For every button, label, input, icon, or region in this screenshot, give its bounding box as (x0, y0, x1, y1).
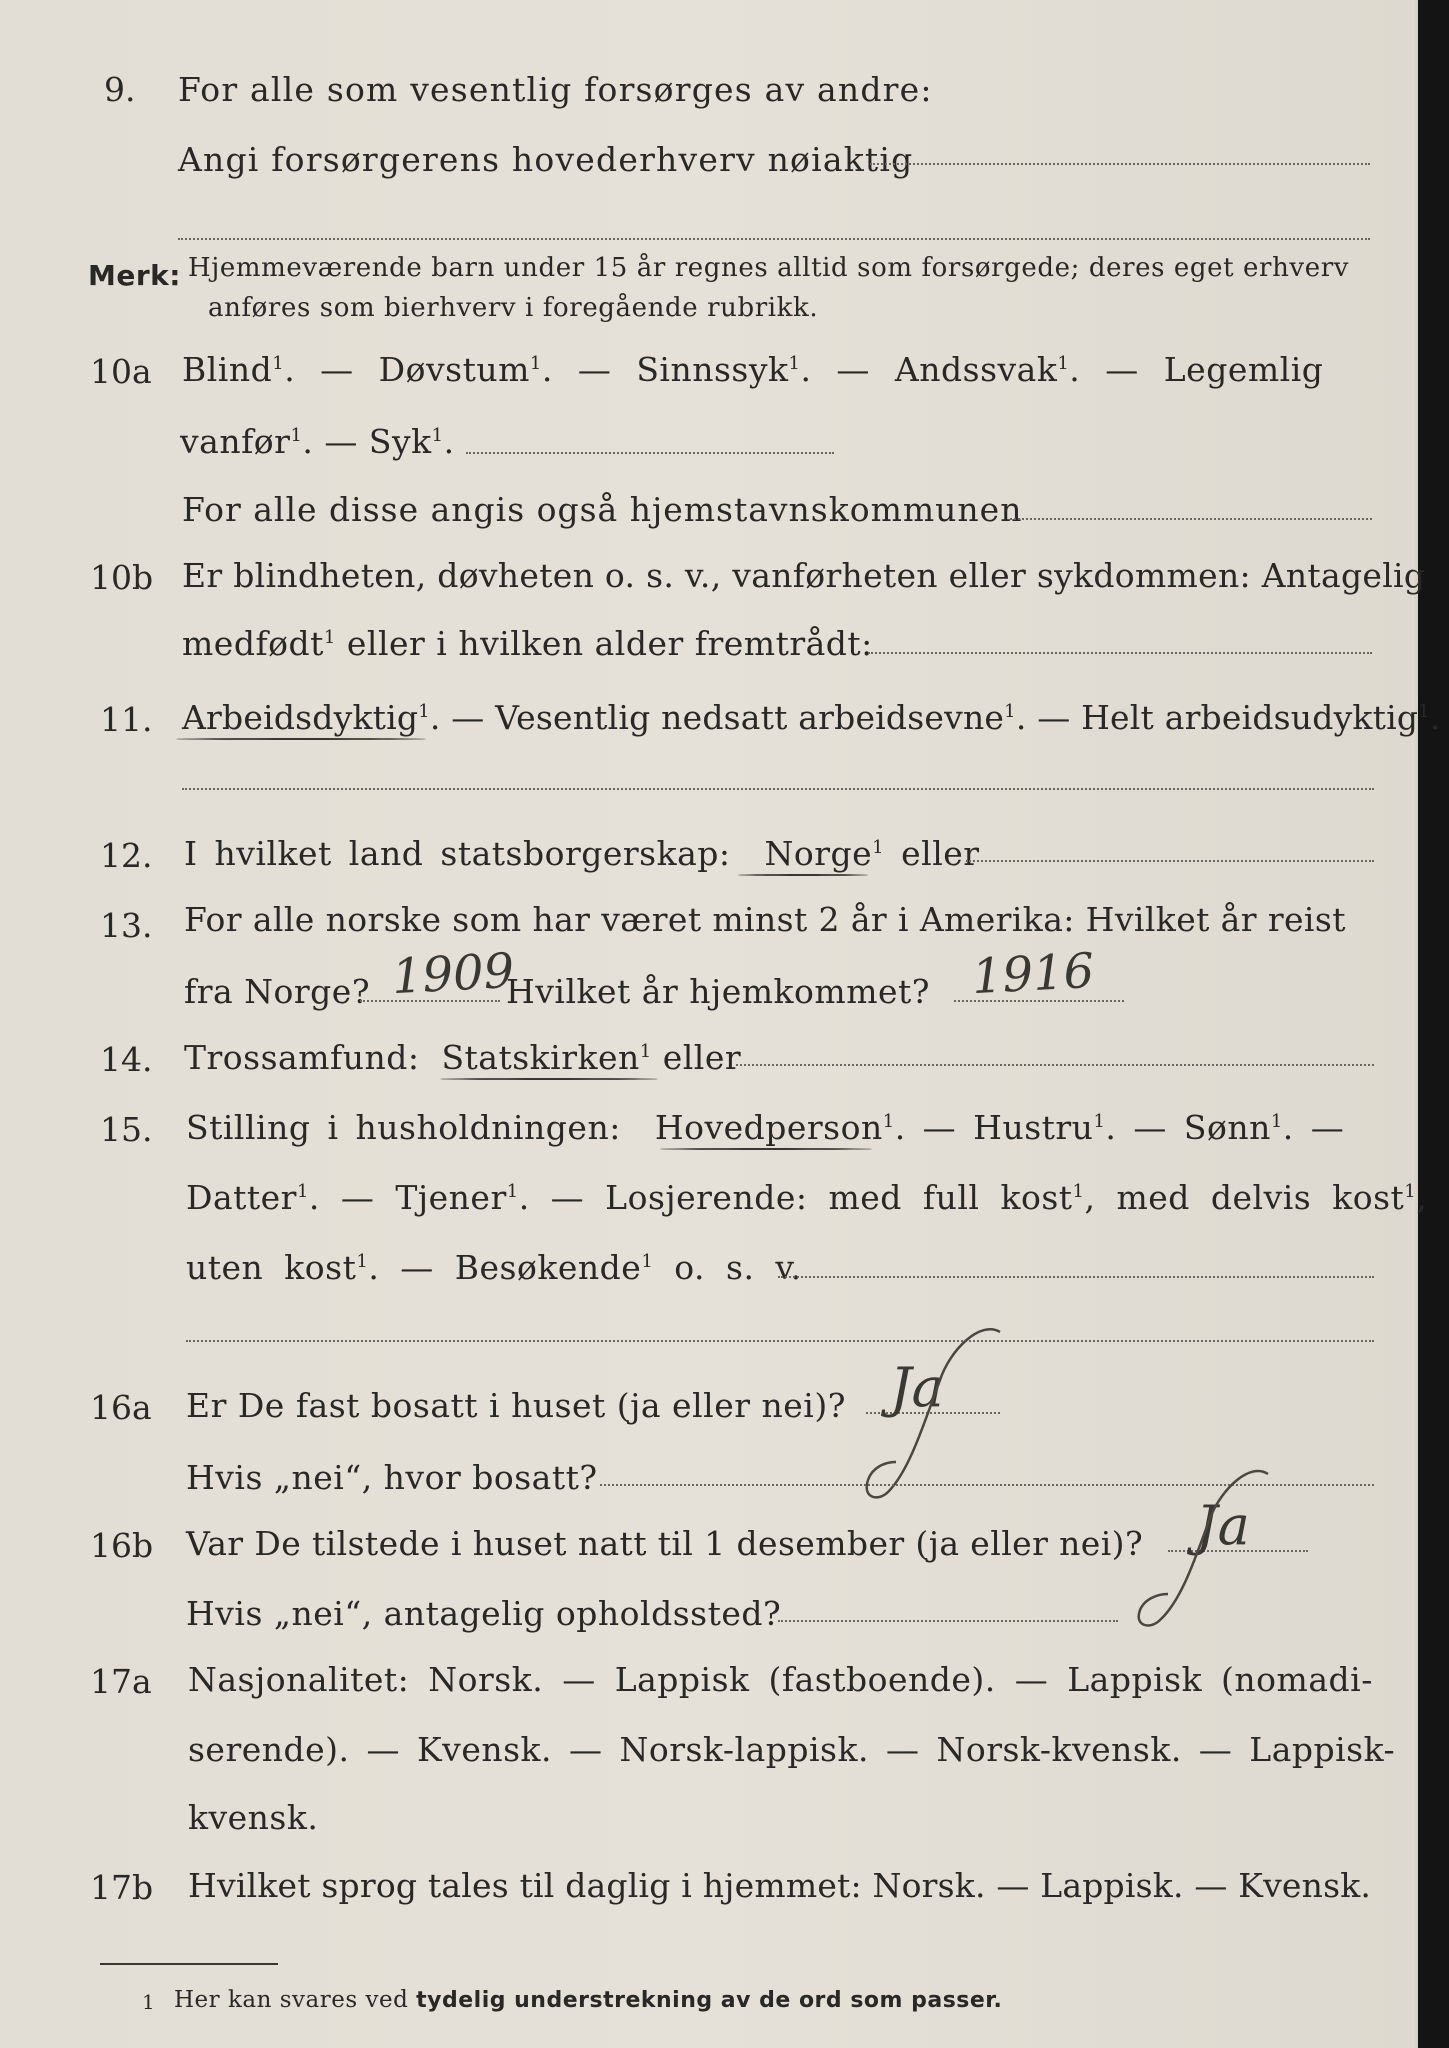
q16b-whereabouts-line[interactable] (778, 1620, 1118, 1622)
opt-syk: . — Syk (302, 422, 432, 461)
footnote-marker: 1 (788, 353, 801, 374)
q10a-number: 10a (90, 352, 152, 391)
footnote-marker: 1 (529, 353, 542, 374)
q11-answer-line[interactable] (182, 788, 1374, 790)
opt-udyktig: . — Helt arbeidsudyktig (1015, 698, 1419, 737)
q16b-number: 16b (90, 1526, 154, 1565)
q17a-line1: Nasjonalitet: Norsk. — Lappisk (fastboende). — Lappisk (nomadi- (188, 1660, 1373, 1699)
opt-hovedperson[interactable]: Hovedperson (654, 1108, 883, 1147)
footnote-text-bold: tydelig understrekning av de ord som passer. (416, 1988, 1003, 2013)
footnote-marker: 1 (290, 425, 303, 446)
q13-line2b: Hvilket år hjemkommet? (506, 972, 930, 1011)
q16a-line1: Er De fast bosatt i huset (ja eller nei)? (186, 1386, 846, 1425)
q15-line3 (186, 1248, 802, 1288)
q17a-number: 17a (90, 1662, 152, 1701)
q9-answer-line[interactable] (870, 163, 1370, 165)
q15-line1-dash: . — (1282, 1108, 1345, 1147)
q17b-line1: Hvilket sprog tales til daglig i hjemmet: Norsk. — Lappisk. — Kvensk. (188, 1866, 1372, 1905)
footnote-marker: 1 (356, 1251, 369, 1272)
q11-number: 11. (100, 700, 153, 739)
footnote-marker: 1 (418, 701, 430, 722)
opt-statskirken[interactable]: Statskirken (441, 1038, 640, 1077)
footnote-marker: 1 (1093, 1111, 1106, 1132)
q10b-line2-text: eller i hvilken alder fremtrådt: (335, 624, 873, 663)
handwritten-j-flourish-16a (840, 1320, 1010, 1510)
q10a-hometown-line[interactable] (1010, 518, 1372, 520)
q11-line (182, 698, 1441, 738)
q12-number: 12. (100, 836, 153, 875)
handwritten-departure-year: 1909 (390, 942, 516, 1006)
q10a-answer-line[interactable] (466, 452, 834, 454)
opt-datter: Datter (186, 1178, 297, 1217)
footnote-marker: 1 (272, 353, 285, 374)
q9-line1: For alle som vesentlig forsørges av andre: (178, 70, 933, 109)
opt-legemlig: . — Legemlig (1069, 350, 1324, 389)
q10a-line2-period: . (443, 422, 455, 461)
opt-vanfor: vanfør (180, 422, 291, 461)
handwritten-answer-16b: Ja (1196, 1494, 1250, 1557)
underline-arbeidsdyktig (176, 738, 426, 740)
q14-line (184, 1038, 741, 1078)
q14-answer-line[interactable] (736, 1064, 1374, 1066)
footnote-marker: 1 (1404, 1181, 1417, 1202)
q17b-number: 17b (90, 1868, 154, 1907)
q15-line1 (186, 1108, 1344, 1148)
footnote-marker: 1 (1004, 701, 1016, 722)
q10a-line2 (180, 422, 455, 462)
q12-line (184, 834, 980, 874)
footnote-marker: 1 (1418, 701, 1430, 722)
opt-besokende: . — Besøkende (368, 1248, 642, 1287)
q9-number: 9. (104, 70, 136, 109)
q15-number: 15. (100, 1110, 153, 1149)
q16b-line2: Hvis „nei“, antagelig opholdssted? (186, 1594, 782, 1633)
footnote-marker: 1 (1057, 353, 1070, 374)
underline-hovedperson (660, 1148, 872, 1150)
opt-medfodt: medfødt (182, 624, 324, 663)
q9-answer-line-2[interactable] (178, 238, 1370, 240)
q15-line2 (186, 1178, 1427, 1218)
q10b-line2 (182, 624, 873, 664)
q15-answer-line[interactable] (778, 1276, 1374, 1278)
q15-osv: o. s. v. (653, 1248, 802, 1287)
q14-text: Trossamfund: (184, 1038, 420, 1077)
q14-eller: eller (651, 1038, 742, 1077)
opt-tjener: . — Tjener (308, 1178, 507, 1217)
q11-period: . (1429, 698, 1441, 737)
footnote-marker: 1 (872, 837, 885, 858)
opt-blind: Blind (182, 350, 273, 389)
footnote-marker: 1 (1270, 1111, 1283, 1132)
q16b-line1: Var De tilstede i huset natt til 1 desember (ja eller nei)? (186, 1524, 1144, 1563)
footnote-text-plain: Her kan svares ved (174, 1987, 417, 2013)
footnote-marker: 1 (296, 1181, 309, 1202)
opt-sinnssyk: . — Sinnssyk (541, 350, 789, 389)
opt-dovstum: . — Døvstum (284, 350, 530, 389)
handwritten-answer-16a: Ja (890, 1356, 944, 1419)
footnote-marker: 1 (1072, 1181, 1085, 1202)
q12-answer-line[interactable] (966, 860, 1374, 862)
q16a-number: 16a (90, 1388, 152, 1427)
q10b-number: 10b (90, 558, 154, 597)
q10a-line3: For alle disse angis også hjemstavnskommunen (182, 490, 1023, 529)
opt-uten-kost: uten kost (186, 1248, 357, 1287)
footnote-marker: 1 (431, 425, 444, 446)
footnote-marker: 1 (506, 1181, 519, 1202)
footnote-marker: 1 (882, 1111, 895, 1132)
q14-number: 14. (100, 1040, 153, 1079)
opt-sonn: . — Sønn (1105, 1108, 1271, 1147)
footnote-marker: 1 (323, 627, 336, 648)
q10b-answer-line[interactable] (868, 652, 1372, 654)
footnote-rule (100, 1963, 278, 1965)
opt-norge[interactable]: Norge (764, 834, 873, 873)
q13-line1: For alle norske som har været minst 2 år i Amerika: Hvilket år reist (184, 900, 1346, 939)
underline-norge (738, 874, 868, 876)
handwritten-return-year: 1916 (970, 942, 1096, 1006)
q9-line2: Angi forsørgerens hovederhverv nøiaktig (178, 140, 914, 179)
footnote-marker: 1 (641, 1251, 654, 1272)
merk-label: Merk: (88, 259, 181, 292)
opt-full-kost: . — Losjerende: med full kost (518, 1178, 1073, 1217)
opt-andssvak: . — Andssvak (800, 350, 1058, 389)
q13-number: 13. (100, 906, 153, 945)
scan-border (1418, 0, 1449, 2048)
q15-answer-line-2[interactable] (186, 1340, 1374, 1342)
q10a-line1 (182, 350, 1323, 390)
opt-hustru: . — Hustru (894, 1108, 1094, 1147)
q12-eller: eller (884, 834, 980, 873)
q17a-line3: kvensk. (188, 1798, 319, 1837)
opt-delvis-kost: , med delvis kost (1084, 1178, 1405, 1217)
opt-arbeidsdyktig[interactable]: Arbeidsdyktig (182, 698, 419, 737)
opt-nedsatt: . — Vesentlig nedsatt arbeidsevne (429, 698, 1005, 737)
q10b-line1: Er blindheten, døvheten o. s. v., vanførheten eller sykdommen: Antagelig (182, 556, 1426, 595)
merk-line2: anføres som bierhverv i foregående rubrikk. (208, 293, 819, 323)
footnote-marker: 1 (639, 1041, 652, 1062)
underline-statskirken (440, 1078, 658, 1080)
footnote-marker-bottom: 1 (142, 1990, 156, 2014)
handwritten-j-flourish-16b (1110, 1460, 1280, 1640)
q15-line2-comma: , (1416, 1178, 1428, 1217)
q12-text: I hvilket land statsborgerskap: (184, 834, 731, 873)
q13-line2a: fra Norge? (184, 972, 371, 1011)
q16a-line2: Hvis „nei“, hvor bosatt? (186, 1458, 598, 1497)
q15-text: Stilling i husholdningen: (186, 1108, 621, 1147)
q17a-line2: serende). — Kvensk. — Norsk-lappisk. — Norsk-kvensk. — Lappisk- (188, 1730, 1396, 1769)
merk-line1: Hjemmeværende barn under 15 år regnes alltid som forsørgede; deres eget erhverv (188, 253, 1350, 283)
footnote-text (174, 1986, 1002, 2015)
